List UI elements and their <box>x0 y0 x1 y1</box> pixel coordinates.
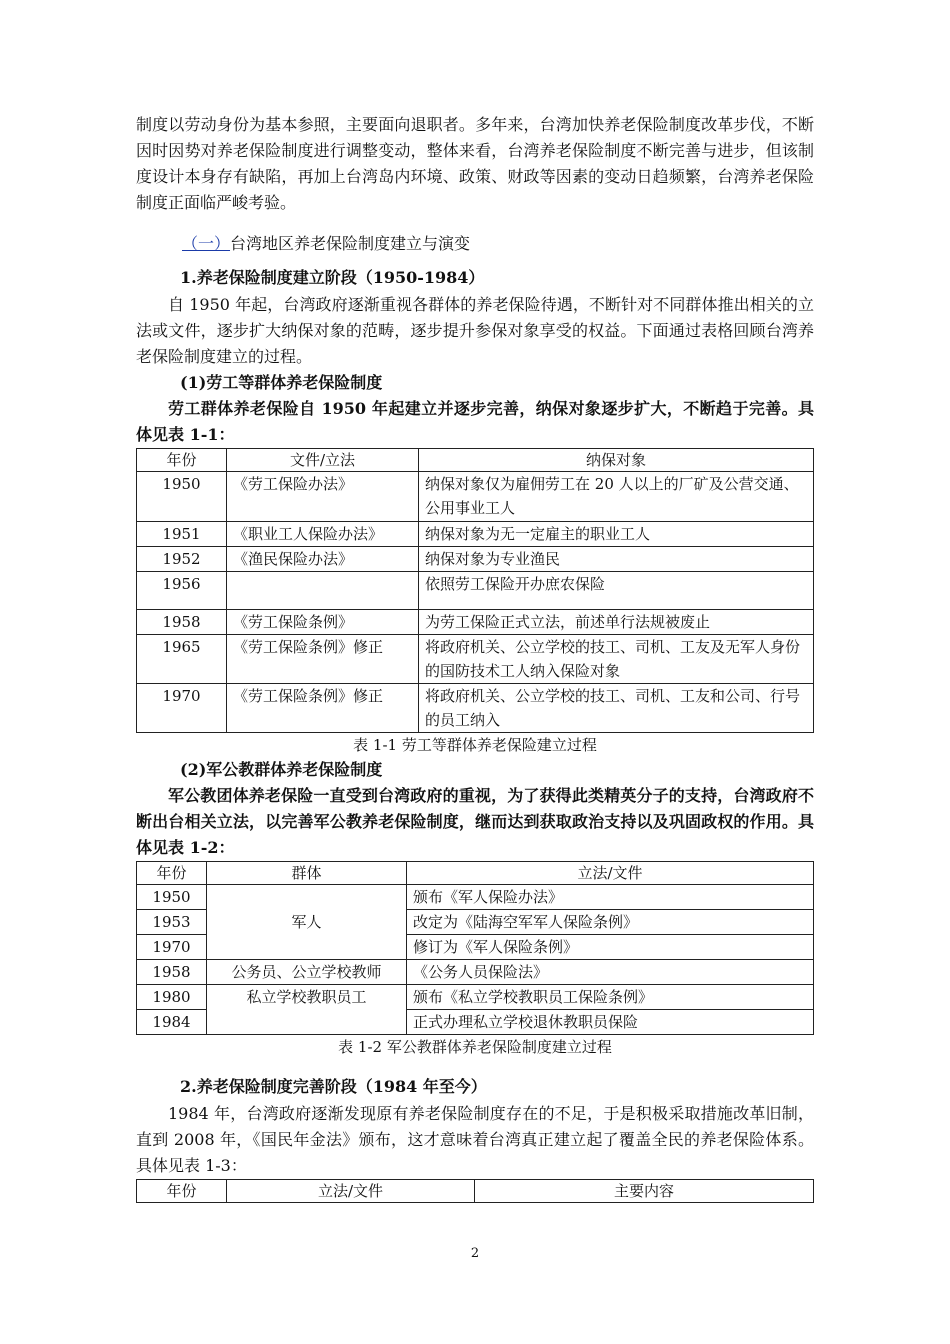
table-header-cell: 年份 <box>137 1180 227 1203</box>
table-header-row <box>137 862 814 885</box>
coverage-cell: 纳保对象为专业渔民 <box>419 547 814 572</box>
coverage-cell: 将政府机关、公立学校的技工、司机、工友和公司、行号的员工纳入 <box>419 684 814 733</box>
table-row <box>137 522 814 547</box>
table-header-cell: 年份 <box>137 862 207 885</box>
table-row <box>137 985 814 1010</box>
table-header-cell: 立法/文件 <box>407 862 814 885</box>
law-cell: 改定为《陆海空军军人保险条例》 <box>407 910 814 935</box>
table-header-cell: 立法/文件 <box>227 1180 475 1203</box>
stage2-paragraph: 1984 年，台湾政府逐渐发现原有养老保险制度存在的不足，于是积极采取措施改革旧制，直到 2008 年，《国民年金法》颁布，这才意味着台湾真正建立起了覆盖全民的养老保险体系。具体见表 1-3： <box>136 1104 814 1175</box>
section-number[interactable]: （一） <box>182 234 231 253</box>
year-cell: 1956 <box>137 572 227 610</box>
group-cell: 私立学校教职员工 <box>207 985 407 1035</box>
year-cell: 1951 <box>137 522 227 547</box>
year-cell: 1970 <box>137 935 207 960</box>
year-cell: 1952 <box>137 547 227 572</box>
table-header-cell: 年份 <box>137 449 227 472</box>
law-cell: 《劳工保险办法》 <box>227 472 419 522</box>
section-title: 台湾地区养老保险制度建立与演变 <box>230 234 471 253</box>
section-heading <box>136 230 814 258</box>
coverage-cell: 依照劳工保险开办庶农保险 <box>419 572 814 610</box>
table-row <box>137 960 814 985</box>
law-cell: 《职业工人保险办法》 <box>227 522 419 547</box>
table-header-cell: 纳保对象 <box>419 449 814 472</box>
law-cell: 《劳工保险条例》修正 <box>227 635 419 684</box>
law-cell: 《劳工保险条例》修正 <box>227 684 419 733</box>
year-cell: 1950 <box>137 472 227 522</box>
table-1-3 <box>136 1179 814 1203</box>
coverage-cell: 纳保对象仅为雇佣劳工在 20 人以上的厂矿及公营交通、公用事业工人 <box>419 472 814 522</box>
group-cell: 军人 <box>207 885 407 960</box>
coverage-cell: 将政府机关、公立学校的技工、司机、工友及无军人身份的国防技术工人纳入保险对象 <box>419 635 814 684</box>
law-cell: 正式办理私立学校退休教职员保险 <box>407 1010 814 1035</box>
year-cell: 1953 <box>137 910 207 935</box>
table-1-1-caption: 表 1-1 劳工等群体养老保险建立过程 <box>353 736 597 754</box>
table-row <box>137 472 814 522</box>
year-cell: 1980 <box>137 985 207 1010</box>
sub2-heading: (2)军公教群体养老保险制度 <box>180 760 383 779</box>
law-cell <box>227 572 419 610</box>
table-header-row <box>137 449 814 472</box>
table-header-cell: 文件/立法 <box>227 449 419 472</box>
law-cell: 《劳工保险条例》 <box>227 610 419 635</box>
table-row <box>137 684 814 733</box>
intro-paragraph: 制度以劳动身份为基本参照，主要面向退职者。多年来，台湾加快养老保险制度改革步伐，不断因时因势对养老保险制度进行调整变动，整体来看，台湾养老保险制度不断完善与进步，但该制度设计本身存有缺陷，再加上台湾岛内环境、政策、财政等因素的变动日趋频繁，台湾养老保险制度正面临严峻考验。 <box>136 115 814 212</box>
sub2-paragraph: 军公教团体养老保险一直受到台湾政府的重视，为了获得此类精英分子的支持，台湾政府不断出台相关立法，以完善军公教养老保险制度，继而达到获取政治支持以及巩固政权的作用。具体见表 1-2： <box>136 786 814 857</box>
year-cell: 1970 <box>137 684 227 733</box>
document-page <box>136 112 814 1203</box>
table-1-2 <box>136 861 814 1035</box>
table-row <box>137 610 814 635</box>
table-header-cell: 群体 <box>207 862 407 885</box>
law-cell: 《渔民保险办法》 <box>227 547 419 572</box>
table-row <box>137 885 814 910</box>
group-cell: 公务员、公立学校教师 <box>207 960 407 985</box>
year-cell: 1965 <box>137 635 227 684</box>
coverage-cell: 为劳工保险正式立法，前述单行法规被废止 <box>419 610 814 635</box>
table-row <box>137 547 814 572</box>
table-row <box>137 572 814 610</box>
page-number: 2 <box>470 1246 480 1261</box>
table-1-2-caption: 表 1-2 军公教群体养老保险制度建立过程 <box>338 1038 612 1056</box>
year-cell: 1984 <box>137 1010 207 1035</box>
table-header-cell: 主要内容 <box>475 1180 814 1203</box>
year-cell: 1950 <box>137 885 207 910</box>
law-cell: 颁布《私立学校教职员工保险条例》 <box>407 985 814 1010</box>
table-row <box>137 635 814 684</box>
stage2-heading: 2.养老保险制度完善阶段（1984 年至今） <box>180 1077 487 1096</box>
sub1-heading: (1)劳工等群体养老保险制度 <box>180 373 383 392</box>
sub1-paragraph: 劳工群体养老保险自 1950 年起建立并逐步完善，纳保对象逐步扩大，不断趋于完善。具体见表 1-1： <box>136 399 814 444</box>
coverage-cell: 纳保对象为无一定雇主的职业工人 <box>419 522 814 547</box>
year-cell: 1958 <box>137 610 227 635</box>
stage1-heading: 1.养老保险制度建立阶段（1950-1984） <box>180 268 485 287</box>
year-cell: 1958 <box>137 960 207 985</box>
stage1-paragraph: 自 1950 年起，台湾政府逐渐重视各群体的养老保险待遇，不断针对不同群体推出相关的立法或文件，逐步扩大纳保对象的范畴，逐步提升参保对象享受的权益。下面通过表格回顾台湾养老保险制度建立的过程。 <box>136 295 814 366</box>
table-1-1 <box>136 448 814 733</box>
table-header-row <box>137 1180 814 1203</box>
law-cell: 颁布《军人保险办法》 <box>407 885 814 910</box>
law-cell: 修订为《军人保险条例》 <box>407 935 814 960</box>
law-cell: 《公务人员保险法》 <box>407 960 814 985</box>
